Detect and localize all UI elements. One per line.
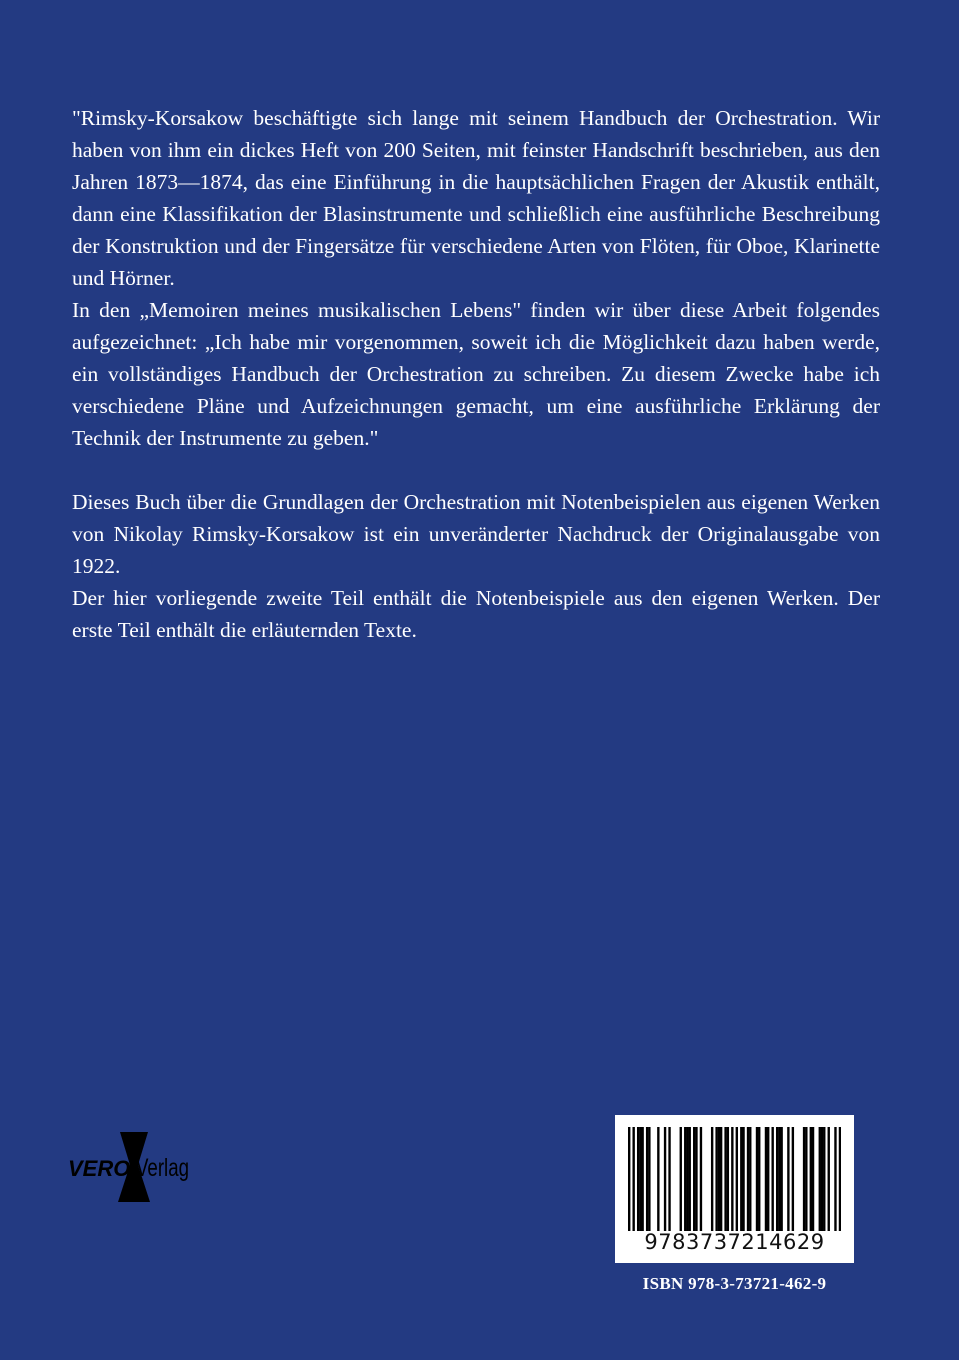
description-paragraph: Der hier vorliegende zweite Teil enthält die Notenbeispiele aus den eigenen Werken. Der erste Teil enthält die erläuternden Texte. bbox=[72, 586, 880, 642]
barcode-bar bbox=[749, 1127, 751, 1231]
barcode-bar bbox=[718, 1127, 720, 1231]
barcode-bar bbox=[812, 1127, 814, 1231]
barcode-bar bbox=[628, 1127, 630, 1231]
back-cover-description bbox=[72, 102, 880, 646]
barcode-bar bbox=[639, 1127, 641, 1231]
barcode-bar bbox=[780, 1127, 782, 1231]
logo-verlag-text: Verlag bbox=[136, 1153, 189, 1182]
barcode-bar bbox=[778, 1127, 780, 1231]
barcode-bar bbox=[803, 1127, 805, 1231]
barcode-bar bbox=[819, 1127, 821, 1231]
barcode-bar bbox=[740, 1127, 742, 1231]
description-paragraph: Dieses Buch über die Grundlagen der Orchestration mit Notenbeispielen aus eigenen Werken von Nikolay Rimsky-Korsakow ist ein unveränderter Nachdruck der Originalausgabe von 1922. bbox=[72, 490, 880, 578]
publisher-logo bbox=[68, 1130, 198, 1206]
barcode-bar bbox=[680, 1127, 682, 1231]
barcode-bar bbox=[711, 1127, 713, 1231]
barcode-bar bbox=[810, 1127, 812, 1231]
barcode-bar bbox=[657, 1127, 659, 1231]
barcode-bar bbox=[720, 1127, 722, 1231]
barcode-bar bbox=[731, 1127, 733, 1231]
barcode-bar bbox=[742, 1127, 744, 1231]
barcode-bar bbox=[637, 1127, 639, 1231]
barcode-bar bbox=[684, 1127, 686, 1231]
barcode-bar bbox=[756, 1127, 758, 1231]
barcode-bar bbox=[767, 1127, 769, 1231]
barcode-bar bbox=[792, 1127, 794, 1231]
barcode-bar bbox=[805, 1127, 807, 1231]
barcode-bar bbox=[641, 1127, 643, 1231]
barcode-bar bbox=[727, 1127, 729, 1231]
barcode bbox=[615, 1115, 854, 1263]
barcode-bar bbox=[839, 1127, 841, 1231]
barcode-bar bbox=[771, 1127, 773, 1231]
barcode-bar bbox=[648, 1127, 650, 1231]
barcode-bar bbox=[834, 1127, 836, 1231]
barcode-bar bbox=[758, 1127, 760, 1231]
barcode-bar bbox=[715, 1127, 717, 1231]
isbn-label: ISBN 978-3-73721-462-9 bbox=[642, 1274, 827, 1293]
barcode-bar bbox=[632, 1127, 634, 1231]
barcode-bar bbox=[724, 1127, 726, 1231]
barcode-bar bbox=[747, 1127, 749, 1231]
barcode-bar bbox=[828, 1127, 830, 1231]
barcode-bar bbox=[821, 1127, 823, 1231]
barcode-bar bbox=[693, 1127, 695, 1231]
barcode-bar bbox=[736, 1127, 738, 1231]
logo-vero-text: VERO bbox=[68, 1156, 131, 1181]
barcode-bar bbox=[700, 1127, 702, 1231]
description-paragraph: "Rimsky-Korsakow beschäftigte sich lange mit seinem Handbuch der Orchestration. Wir haben von ihm ein dickes Heft von 200 Seiten, mit feinster Handschrift beschrieben, aus den Jahren 1873—1874, das eine Einführung in die hauptsächlichen Fragen der Akustik enthält, dann eine Klassifikation der Blasinstrumente und schließlich eine ausführliche Beschreibung der Konstruktion und der Fingersätze für verschiedene Arten von Flöten, für Oboe, Klarinette und Hörner. bbox=[72, 106, 880, 290]
barcode-bar bbox=[686, 1127, 688, 1231]
barcode-bar bbox=[664, 1127, 666, 1231]
barcode-bar bbox=[689, 1127, 691, 1231]
barcode-bar bbox=[823, 1127, 825, 1231]
barcode-bar bbox=[668, 1127, 670, 1231]
barcode-bar bbox=[765, 1127, 767, 1231]
barcode-bar bbox=[695, 1127, 697, 1231]
barcode-bar bbox=[646, 1127, 648, 1231]
barcode-digits: 9783737214629 bbox=[644, 1230, 825, 1254]
description-paragraph: In den „Memoiren meines musikalischen Lebens" finden wir über diese Arbeit folgendes aufgezeichnet: „Ich habe mir vorgenommen, soweit ich die Möglichkeit dazu haben werde, ein vollständiges Handbuch der Orchestration zu schreiben. Zu diesem Zwecke habe ich verschiedene Pläne und Aufzeichnungen gemacht, um eine ausführliche Erklärung der Technik der Instrumente zu geben." bbox=[72, 298, 880, 450]
barcode-bar bbox=[776, 1127, 778, 1231]
barcode-bars bbox=[628, 1127, 841, 1231]
barcode-bar bbox=[787, 1127, 789, 1231]
